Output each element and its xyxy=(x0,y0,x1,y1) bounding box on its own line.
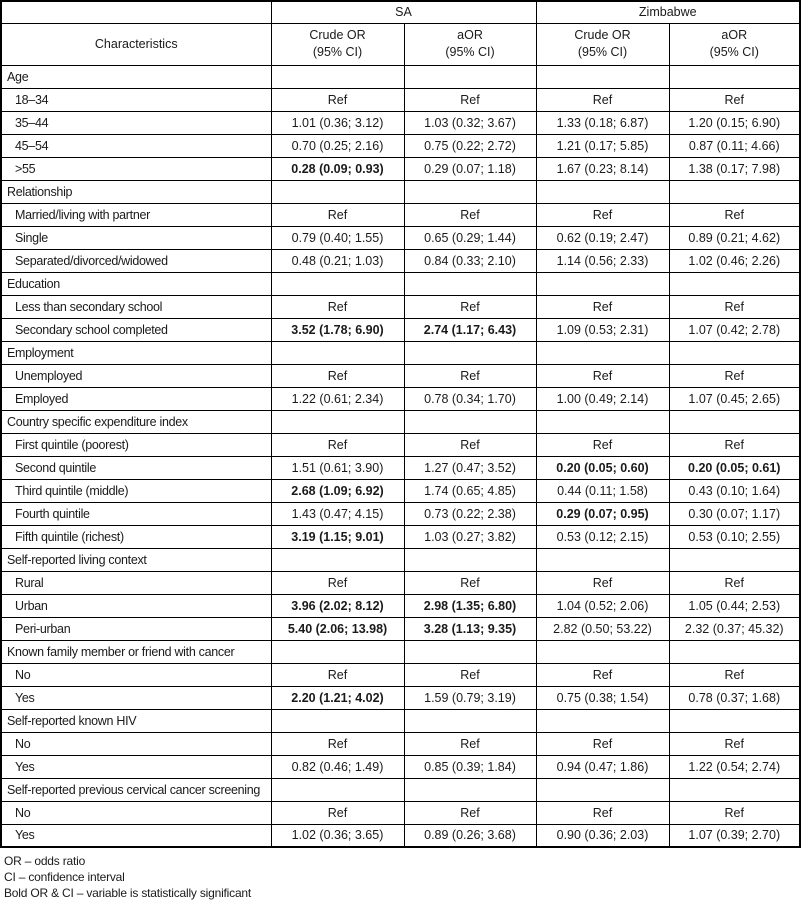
footnotes xyxy=(0,848,799,901)
or-value-cell: 0.85 (0.39; 1.84) xyxy=(404,755,536,778)
empty-cell xyxy=(669,709,800,732)
or-value-cell: 0.75 (0.22; 2.72) xyxy=(404,134,536,157)
or-value-cell: 1.43 (0.47; 4.15) xyxy=(271,502,404,525)
or-value-cell: Ref xyxy=(404,433,536,456)
col-header-line1: aOR xyxy=(721,28,748,43)
table-row xyxy=(1,203,800,226)
footnote-line: CI – confidence interval xyxy=(4,870,125,884)
empty-cell xyxy=(404,709,536,732)
empty-cell xyxy=(536,548,669,571)
column-header-row xyxy=(1,23,800,65)
or-value-cell: 1.59 (0.79; 3.19) xyxy=(404,686,536,709)
or-value-cell: 1.05 (0.44; 2.53) xyxy=(669,594,800,617)
empty-cell xyxy=(271,65,404,88)
or-value-cell: 2.68 (1.09; 6.92) xyxy=(271,479,404,502)
table-header xyxy=(1,1,800,65)
section-title: Country specific expenditure index xyxy=(1,410,271,433)
section-header-row xyxy=(1,709,800,732)
empty-cell xyxy=(669,272,800,295)
empty-cell xyxy=(404,341,536,364)
or-value-cell: 1.51 (0.61; 3.90) xyxy=(271,456,404,479)
or-value-cell: 1.27 (0.47; 3.52) xyxy=(404,456,536,479)
table-row xyxy=(1,456,800,479)
empty-corner-cell xyxy=(1,1,271,23)
or-value-cell: 1.67 (0.23; 8.14) xyxy=(536,157,669,180)
footnote-line: OR – odds ratio xyxy=(4,854,86,868)
table-row xyxy=(1,134,800,157)
or-value-cell: 0.30 (0.07; 1.17) xyxy=(669,502,800,525)
empty-cell xyxy=(536,410,669,433)
or-value-cell: 0.29 (0.07; 1.18) xyxy=(404,157,536,180)
col-header-line2: (95% CI) xyxy=(445,45,495,59)
or-value-cell: Ref xyxy=(271,88,404,111)
or-value-cell: Ref xyxy=(404,732,536,755)
empty-cell xyxy=(536,341,669,364)
or-value-cell: 1.02 (0.46; 2.26) xyxy=(669,249,800,272)
or-value-cell: 0.70 (0.25; 2.16) xyxy=(271,134,404,157)
section-title: Known family member or friend with cancer xyxy=(1,640,271,663)
or-value-cell: 0.20 (0.05; 0.61) xyxy=(669,456,800,479)
empty-cell xyxy=(669,640,800,663)
or-value-cell: Ref xyxy=(404,295,536,318)
or-value-cell: 0.82 (0.46; 1.49) xyxy=(271,755,404,778)
or-value-cell: 0.20 (0.05; 0.60) xyxy=(536,456,669,479)
empty-cell xyxy=(271,640,404,663)
empty-cell xyxy=(404,640,536,663)
or-value-cell: 1.21 (0.17; 5.85) xyxy=(536,134,669,157)
or-value-cell: 0.79 (0.40; 1.55) xyxy=(271,226,404,249)
col-header-line2: (95% CI) xyxy=(709,45,759,59)
or-value-cell: 0.78 (0.37; 1.68) xyxy=(669,686,800,709)
empty-cell xyxy=(669,65,800,88)
or-value-cell: Ref xyxy=(404,364,536,387)
or-value-cell: Ref xyxy=(536,203,669,226)
or-value-cell: Ref xyxy=(271,433,404,456)
or-value-cell: 0.75 (0.38; 1.54) xyxy=(536,686,669,709)
or-value-cell: Ref xyxy=(669,88,800,111)
group-header-row xyxy=(1,1,800,23)
empty-cell xyxy=(536,709,669,732)
characteristic-cell: Secondary school completed xyxy=(1,318,271,341)
or-value-cell: Ref xyxy=(271,364,404,387)
characteristic-cell: 18–34 xyxy=(1,88,271,111)
or-value-cell: Ref xyxy=(404,663,536,686)
section-title: Self-reported previous cervical cancer screening xyxy=(1,778,271,801)
or-value-cell: 0.94 (0.47; 1.86) xyxy=(536,755,669,778)
or-value-cell: 0.78 (0.34; 1.70) xyxy=(404,387,536,410)
empty-cell xyxy=(669,778,800,801)
characteristic-cell: Rural xyxy=(1,571,271,594)
or-value-cell: 0.28 (0.09; 0.93) xyxy=(271,157,404,180)
or-value-cell: 2.20 (1.21; 4.02) xyxy=(271,686,404,709)
characteristic-cell: No xyxy=(1,801,271,824)
table-row xyxy=(1,88,800,111)
table-row xyxy=(1,479,800,502)
section-header-row xyxy=(1,410,800,433)
characteristic-cell: Single xyxy=(1,226,271,249)
col-header-line1: aOR xyxy=(457,28,483,43)
or-value-cell: 1.22 (0.54; 2.74) xyxy=(669,755,800,778)
or-value-cell: 0.53 (0.10; 2.55) xyxy=(669,525,800,548)
or-value-cell: 1.02 (0.36; 3.65) xyxy=(271,824,404,847)
or-value-cell: Ref xyxy=(669,203,800,226)
table-row xyxy=(1,433,800,456)
or-value-cell: 0.44 (0.11; 1.58) xyxy=(536,479,669,502)
table-row xyxy=(1,295,800,318)
table-row xyxy=(1,617,800,640)
or-value-cell: 5.40 (2.06; 13.98) xyxy=(271,617,404,640)
col-header-line1: Crude OR xyxy=(309,28,366,43)
or-value-cell: 1.38 (0.17; 7.98) xyxy=(669,157,800,180)
or-value-cell: 0.90 (0.36; 2.03) xyxy=(536,824,669,847)
or-value-cell: Ref xyxy=(271,663,404,686)
characteristic-cell: Fourth quintile xyxy=(1,502,271,525)
section-header-row xyxy=(1,341,800,364)
table-row xyxy=(1,663,800,686)
characteristic-cell: Peri-urban xyxy=(1,617,271,640)
or-value-cell: 1.04 (0.52; 2.06) xyxy=(536,594,669,617)
section-header-row xyxy=(1,272,800,295)
table-row xyxy=(1,824,800,847)
characteristic-cell: Yes xyxy=(1,686,271,709)
empty-cell xyxy=(404,778,536,801)
col-header-line1: Crude OR xyxy=(574,28,631,43)
section-header-row xyxy=(1,180,800,203)
empty-cell xyxy=(536,640,669,663)
section-header-row xyxy=(1,640,800,663)
or-value-cell: Ref xyxy=(271,571,404,594)
col-header-sa-crude-or xyxy=(271,23,404,65)
or-value-cell: 3.52 (1.78; 6.90) xyxy=(271,318,404,341)
empty-cell xyxy=(271,709,404,732)
empty-cell xyxy=(536,272,669,295)
col-header-zim-crude-or xyxy=(536,23,669,65)
or-value-cell: Ref xyxy=(536,732,669,755)
characteristic-cell: Fifth quintile (richest) xyxy=(1,525,271,548)
or-value-cell: 1.22 (0.61; 2.34) xyxy=(271,387,404,410)
or-value-cell: Ref xyxy=(669,433,800,456)
or-value-cell: 2.32 (0.37; 45.32) xyxy=(669,617,800,640)
or-value-cell: Ref xyxy=(404,88,536,111)
or-value-cell: 1.20 (0.15; 6.90) xyxy=(669,111,800,134)
table-row xyxy=(1,525,800,548)
characteristic-cell: No xyxy=(1,732,271,755)
or-value-cell: Ref xyxy=(669,663,800,686)
or-value-cell: Ref xyxy=(669,364,800,387)
empty-cell xyxy=(271,410,404,433)
empty-cell xyxy=(271,548,404,571)
empty-cell xyxy=(404,548,536,571)
empty-cell xyxy=(669,180,800,203)
or-value-cell: 0.87 (0.11; 4.66) xyxy=(669,134,800,157)
or-value-cell: 0.73 (0.22; 2.38) xyxy=(404,502,536,525)
or-value-cell: Ref xyxy=(271,203,404,226)
empty-cell xyxy=(404,272,536,295)
or-value-cell: Ref xyxy=(536,364,669,387)
or-value-cell: Ref xyxy=(536,433,669,456)
empty-cell xyxy=(404,65,536,88)
empty-cell xyxy=(404,410,536,433)
empty-cell xyxy=(536,65,669,88)
or-value-cell: 1.09 (0.53; 2.31) xyxy=(536,318,669,341)
or-value-cell: Ref xyxy=(404,801,536,824)
empty-cell xyxy=(271,272,404,295)
or-value-cell: Ref xyxy=(669,801,800,824)
characteristic-cell: >55 xyxy=(1,157,271,180)
or-value-cell: Ref xyxy=(536,801,669,824)
col-header-line2: (95% CI) xyxy=(577,45,628,59)
or-value-cell: 2.82 (0.50; 53.22) xyxy=(536,617,669,640)
or-value-cell: Ref xyxy=(536,88,669,111)
empty-cell xyxy=(271,341,404,364)
characteristic-cell: Yes xyxy=(1,755,271,778)
characteristic-cell: Married/living with partner xyxy=(1,203,271,226)
characteristic-cell: Yes xyxy=(1,824,271,847)
section-header-row xyxy=(1,65,800,88)
characteristic-cell: Third quintile (middle) xyxy=(1,479,271,502)
or-value-cell: Ref xyxy=(536,663,669,686)
or-value-cell: 1.03 (0.32; 3.67) xyxy=(404,111,536,134)
or-value-cell: 1.03 (0.27; 3.82) xyxy=(404,525,536,548)
or-value-cell: 2.74 (1.17; 6.43) xyxy=(404,318,536,341)
col-header-line2: (95% CI) xyxy=(312,45,363,59)
section-title: Self-reported living context xyxy=(1,548,271,571)
empty-cell xyxy=(271,180,404,203)
empty-cell xyxy=(669,341,800,364)
or-value-cell: Ref xyxy=(271,801,404,824)
group-header-sa: SA xyxy=(271,1,536,23)
table-row xyxy=(1,226,800,249)
or-value-cell: Ref xyxy=(271,295,404,318)
or-value-cell: 2.98 (1.35; 6.80) xyxy=(404,594,536,617)
empty-cell xyxy=(271,778,404,801)
or-value-cell: 0.84 (0.33; 2.10) xyxy=(404,249,536,272)
or-value-cell: 0.89 (0.26; 3.68) xyxy=(404,824,536,847)
or-value-cell: 0.29 (0.07; 0.95) xyxy=(536,502,669,525)
or-value-cell: 0.62 (0.19; 2.47) xyxy=(536,226,669,249)
table-row xyxy=(1,364,800,387)
characteristic-cell: 45–54 xyxy=(1,134,271,157)
or-value-cell: Ref xyxy=(536,571,669,594)
or-value-cell: Ref xyxy=(669,295,800,318)
characteristic-cell: Second quintile xyxy=(1,456,271,479)
table-row xyxy=(1,755,800,778)
or-value-cell: 1.07 (0.39; 2.70) xyxy=(669,824,800,847)
or-value-cell: 0.53 (0.12; 2.15) xyxy=(536,525,669,548)
table-row xyxy=(1,686,800,709)
or-value-cell: 3.19 (1.15; 9.01) xyxy=(271,525,404,548)
section-title: Self-reported known HIV xyxy=(1,709,271,732)
table-row xyxy=(1,387,800,410)
section-header-row xyxy=(1,778,800,801)
characteristic-cell: Less than secondary school xyxy=(1,295,271,318)
or-value-cell: 3.96 (2.02; 8.12) xyxy=(271,594,404,617)
characteristics-header: Characteristics xyxy=(1,23,271,65)
table-row xyxy=(1,111,800,134)
group-header-zimbabwe: Zimbabwe xyxy=(536,1,800,23)
characteristic-cell: First quintile (poorest) xyxy=(1,433,271,456)
or-value-cell: 1.74 (0.65; 4.85) xyxy=(404,479,536,502)
empty-cell xyxy=(404,180,536,203)
characteristic-cell: No xyxy=(1,663,271,686)
or-value-cell: 0.48 (0.21; 1.03) xyxy=(271,249,404,272)
characteristic-cell: Employed xyxy=(1,387,271,410)
table-row xyxy=(1,318,800,341)
or-value-cell: 0.65 (0.29; 1.44) xyxy=(404,226,536,249)
footnote-line: Bold OR & CI – variable is statistically significant xyxy=(4,886,252,900)
or-value-cell: Ref xyxy=(404,571,536,594)
empty-cell xyxy=(536,778,669,801)
or-value-cell: 1.01 (0.36; 3.12) xyxy=(271,111,404,134)
table-row xyxy=(1,801,800,824)
or-value-cell: Ref xyxy=(404,203,536,226)
or-value-cell: 3.28 (1.13; 9.35) xyxy=(404,617,536,640)
characteristic-cell: Unemployed xyxy=(1,364,271,387)
or-value-cell: Ref xyxy=(271,732,404,755)
table-row xyxy=(1,502,800,525)
or-value-cell: 1.00 (0.49; 2.14) xyxy=(536,387,669,410)
or-value-cell: 1.14 (0.56; 2.33) xyxy=(536,249,669,272)
or-value-cell: 1.07 (0.45; 2.65) xyxy=(669,387,800,410)
or-value-cell: 0.89 (0.21; 4.62) xyxy=(669,226,800,249)
empty-cell xyxy=(536,180,669,203)
col-header-sa-aor xyxy=(404,23,536,65)
table-row xyxy=(1,571,800,594)
or-value-cell: 0.43 (0.10; 1.64) xyxy=(669,479,800,502)
table-body xyxy=(1,65,800,847)
characteristic-cell: Urban xyxy=(1,594,271,617)
or-value-cell: Ref xyxy=(669,732,800,755)
or-value-cell: 1.33 (0.18; 6.87) xyxy=(536,111,669,134)
section-header-row xyxy=(1,548,800,571)
col-header-zim-aor xyxy=(669,23,800,65)
section-title: Education xyxy=(1,272,271,295)
empty-cell xyxy=(669,410,800,433)
or-value-cell: Ref xyxy=(536,295,669,318)
table-row xyxy=(1,157,800,180)
section-title: Age xyxy=(1,65,271,88)
empty-cell xyxy=(669,548,800,571)
characteristic-cell: 35–44 xyxy=(1,111,271,134)
or-value-cell: Ref xyxy=(669,571,800,594)
table-row xyxy=(1,732,800,755)
table-row xyxy=(1,594,800,617)
characteristic-cell: Separated/divorced/widowed xyxy=(1,249,271,272)
or-value-cell: 1.07 (0.42; 2.78) xyxy=(669,318,800,341)
section-title: Employment xyxy=(1,341,271,364)
section-title: Relationship xyxy=(1,180,271,203)
table-row xyxy=(1,249,800,272)
